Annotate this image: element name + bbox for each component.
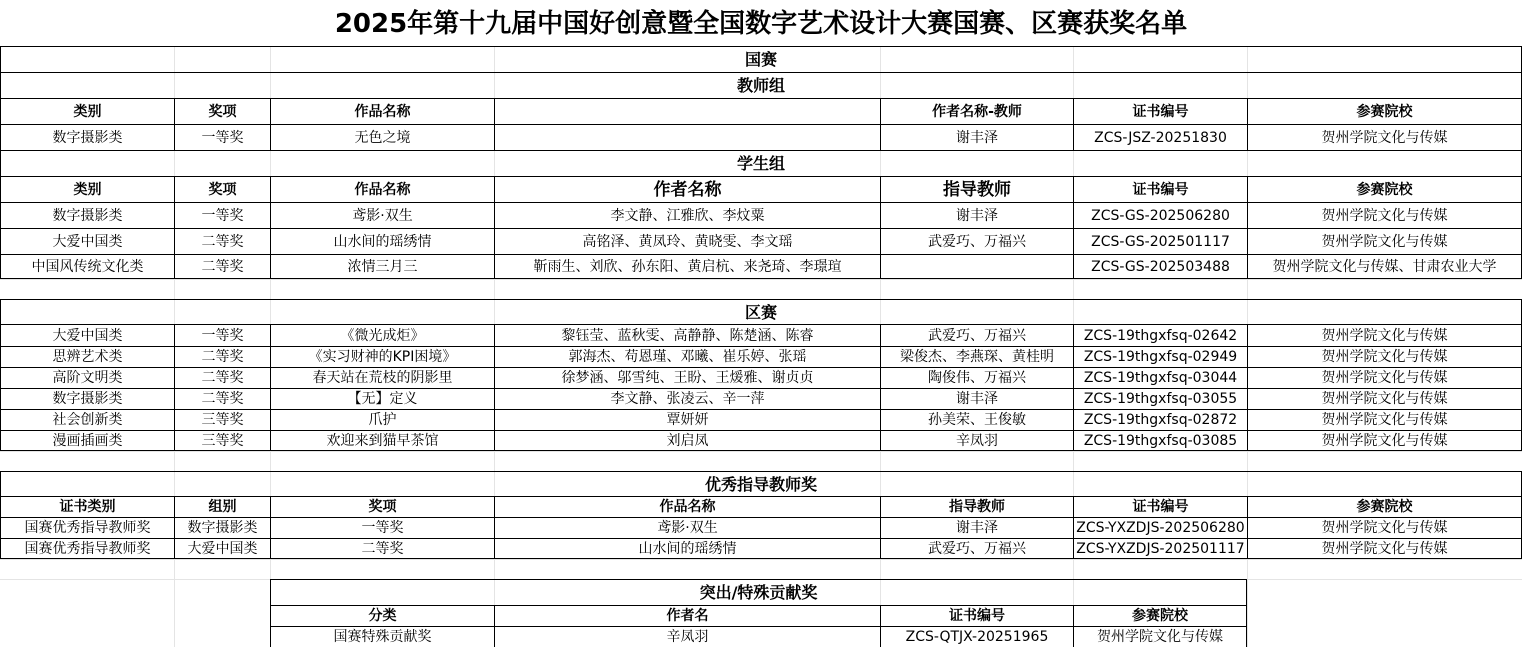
teacher-header-row-cell-1: 奖项: [174, 98, 270, 124]
student-table-row-cell-0: 大爱中国类: [0, 228, 174, 254]
regional-table-row-cell-4: 梁俊杰、李燕琛、黄桂明: [880, 346, 1073, 367]
teacher-group-heading-row: [0, 72, 1522, 98]
excellent-teacher-table-row-cell-3: 山水间的瑶绣情: [494, 538, 880, 559]
regional-table-row-cell-4: 武爱巧、万福兴: [880, 324, 1073, 346]
excellent-teacher-header-row-cell-5: 证书编号: [1073, 496, 1247, 517]
regional-table-row: [0, 409, 1522, 430]
excellent-teacher-header-row-cell-2: 奖项: [270, 496, 494, 517]
regional-table-row-cell-5: ZCS-19thgxfsq-03085: [1073, 430, 1247, 451]
regional-table-row-cell-5: ZCS-19thgxfsq-03044: [1073, 367, 1247, 388]
student-table-row-cell-4: 武爱巧、万福兴: [880, 228, 1073, 254]
regional-table-row-cell-6: 贺州学院文化与传媒: [1247, 430, 1522, 451]
student-table-row: [0, 254, 1522, 279]
teacher-header-row-cell-4: 作者名称-教师: [880, 98, 1073, 124]
regional-table-row-cell-4: 陶俊伟、万福兴: [880, 367, 1073, 388]
regional-table-row-cell-3: 黎钰莹、蓝秋雯、高静静、陈楚涵、陈睿: [494, 324, 880, 346]
student-header-row-cell-3: 作者名称: [494, 176, 880, 202]
student-group-heading-row: [0, 150, 1522, 176]
student-header-row-cell-6: 参赛院校: [1247, 176, 1522, 202]
regional-table-row-cell-0: 数字摄影类: [0, 388, 174, 409]
regional-table-row-cell-2: 春天站在荒枝的阴影里: [270, 367, 494, 388]
excellent-teacher-header-row-cell-4: 指导教师: [880, 496, 1073, 517]
regional-table-row-cell-0: 大爱中国类: [0, 324, 174, 346]
regional-table-row-cell-2: 【无】定义: [270, 388, 494, 409]
regional-table-row-cell-4: 谢丰泽: [880, 388, 1073, 409]
regional-table-row-cell-4: 孙美荣、王俊敏: [880, 409, 1073, 430]
excellent-teacher-header-row-cell-1: 组别: [174, 496, 270, 517]
excellent-teacher-table-row-cell-5: ZCS-YXZDJS-202501117: [1073, 538, 1247, 559]
excellent-teacher-table-row: [0, 517, 1522, 538]
student-table-row-cell-1: 二等奖: [174, 254, 270, 279]
teacher-header-row-cell-6: 参赛院校: [1247, 98, 1522, 124]
regional-table-row-cell-1: 一等奖: [174, 324, 270, 346]
excellent-teacher-header-row-cell-6: 参赛院校: [1247, 496, 1522, 517]
regional-table-row-cell-3: 郭海杰、苟恩瑾、邓曦、崔乐婷、张瑶: [494, 346, 880, 367]
regional-table-row-cell-5: ZCS-19thgxfsq-03055: [1073, 388, 1247, 409]
regional-table-row-cell-6: 贺州学院文化与传媒: [1247, 346, 1522, 367]
excellent-teacher-table-row-cell-0: 国赛优秀指导教师奖: [0, 517, 174, 538]
regional-table-row: [0, 388, 1522, 409]
regional-table-row-cell-1: 二等奖: [174, 346, 270, 367]
special-table-row-cell-0: 国赛特殊贡献奖: [270, 626, 494, 647]
regional-table-row-cell-3: 李文静、张凌云、辛一萍: [494, 388, 880, 409]
excellent-teacher-table-row-cell-0: 国赛优秀指导教师奖: [0, 538, 174, 559]
sheet-gridline: [0, 279, 1522, 280]
regional-table-row-cell-2: 《微光成炬》: [270, 324, 494, 346]
excellent-teacher-table-row-cell-5: ZCS-YXZDJS-202506280: [1073, 517, 1247, 538]
student-header-row: [0, 176, 1522, 202]
excellent-teacher-header-row-cell-3: 作品名称: [494, 496, 880, 517]
student-table-row-cell-4: 谢丰泽: [880, 202, 1073, 228]
national-section-heading: 国赛: [0, 46, 1522, 72]
excellent-teacher-table-row-cell-6: 贺州学院文化与传媒: [1247, 517, 1522, 538]
student-table-row-cell-2: 浓情三月三: [270, 254, 494, 279]
regional-table-row-cell-1: 二等奖: [174, 367, 270, 388]
teacher-header-row-cell-3: [494, 98, 880, 124]
special-table-row: [0, 626, 1522, 647]
regional-table-row-cell-0: 高阶文明类: [0, 367, 174, 388]
regional-table-row: [0, 346, 1522, 367]
student-header-row-cell-5: 证书编号: [1073, 176, 1247, 202]
teacher-group-heading: 教师组: [0, 72, 1522, 98]
excellent-teacher-table-row-cell-2: 二等奖: [270, 538, 494, 559]
student-table-row-cell-1: 二等奖: [174, 228, 270, 254]
regional-table-row-cell-5: ZCS-19thgxfsq-02872: [1073, 409, 1247, 430]
special-header-row-cell-3: 参赛院校: [1073, 605, 1247, 626]
regional-table-row-cell-2: 欢迎来到猫早茶馆: [270, 430, 494, 451]
student-table-row-cell-5: ZCS-GS-202506280: [1073, 202, 1247, 228]
student-table-row-cell-3: 李文静、江雅欣、李炆粟: [494, 202, 880, 228]
regional-table-row-cell-6: 贺州学院文化与传媒: [1247, 324, 1522, 346]
excellent-teacher-table-row-cell-2: 一等奖: [270, 517, 494, 538]
regional-section-heading: 区赛: [0, 299, 1522, 324]
regional-table-row: [0, 430, 1522, 451]
special-table-row-cell-3: 贺州学院文化与传媒: [1073, 626, 1247, 647]
student-table-row-cell-6: 贺州学院文化与传媒: [1247, 228, 1522, 254]
regional-table-row-cell-6: 贺州学院文化与传媒: [1247, 409, 1522, 430]
student-table-row-cell-0: 数字摄影类: [0, 202, 174, 228]
student-table-row: [0, 228, 1522, 254]
special-header-row-cell-1: 作者名: [494, 605, 880, 626]
teacher-table-row-cell-2: 无色之境: [270, 124, 494, 150]
teacher-table-row-cell-5: ZCS-JSZ-20251830: [1073, 124, 1247, 150]
regional-table-row: [0, 324, 1522, 346]
teacher-table-row-cell-6: 贺州学院文化与传媒: [1247, 124, 1522, 150]
special-table-row-cell-1: 辛凤羽: [494, 626, 880, 647]
student-table-row-cell-6: 贺州学院文化与传媒、甘肃农业大学: [1247, 254, 1522, 279]
student-table-row: [0, 202, 1522, 228]
student-table-row-cell-5: ZCS-GS-202503488: [1073, 254, 1247, 279]
student-table-row-cell-4: [880, 254, 1073, 279]
special-award-heading: 突出/特殊贡献奖: [270, 579, 1247, 605]
regional-table-row-cell-3: 覃妍妍: [494, 409, 880, 430]
special-table-row-cell-2: ZCS-QTJX-20251965: [880, 626, 1073, 647]
student-table-row-cell-3: 高铭泽、黄凤玲、黄晓雯、李文瑶: [494, 228, 880, 254]
regional-table-row-cell-5: ZCS-19thgxfsq-02642: [1073, 324, 1247, 346]
student-table-row-cell-1: 一等奖: [174, 202, 270, 228]
regional-table-row-cell-0: 思辨艺术类: [0, 346, 174, 367]
regional-table-row-cell-6: 贺州学院文化与传媒: [1247, 388, 1522, 409]
regional-table-row-cell-2: 爪护: [270, 409, 494, 430]
excellent-teacher-table-row-cell-1: 数字摄影类: [174, 517, 270, 538]
sheet-gridline: [0, 559, 1522, 560]
regional-table-row-cell-0: 社会创新类: [0, 409, 174, 430]
regional-table-row-cell-2: 《实习财神的KPI困境》: [270, 346, 494, 367]
regional-table-row-cell-6: 贺州学院文化与传媒: [1247, 367, 1522, 388]
regional-table-row-cell-3: 刘启凤: [494, 430, 880, 451]
regional-table-row-cell-0: 漫画插画类: [0, 430, 174, 451]
excellent-teacher-header-row: [0, 496, 1522, 517]
national-section-heading-row: [0, 46, 1522, 72]
excellent-teacher-table-row: [0, 538, 1522, 559]
page-title: 2025年第十九届中国好创意暨全国数字艺术设计大赛国赛、区赛获奖名单: [334, 9, 1188, 39]
special-award-heading-row: [0, 579, 1522, 605]
teacher-header-row: [0, 98, 1522, 124]
student-table-row-cell-3: 靳雨生、刘欣、孙东阳、黄启杭、来尧琦、李璟瑄: [494, 254, 880, 279]
special-header-row: [0, 605, 1522, 626]
regional-table-row-cell-3: 徐梦涵、邬雪纯、王盼、王煖雅、谢贞贞: [494, 367, 880, 388]
teacher-header-row-cell-2: 作品名称: [270, 98, 494, 124]
student-header-row-cell-0: 类别: [0, 176, 174, 202]
special-header-row-cell-2: 证书编号: [880, 605, 1073, 626]
student-header-row-cell-1: 奖项: [174, 176, 270, 202]
teacher-table-row: [0, 124, 1522, 150]
teacher-table-row-cell-4: 谢丰泽: [880, 124, 1073, 150]
sheet-gridline: [0, 451, 1522, 452]
regional-table-row-cell-4: 辛凤羽: [880, 430, 1073, 451]
student-table-row-cell-6: 贺州学院文化与传媒: [1247, 202, 1522, 228]
teacher-header-row-cell-5: 证书编号: [1073, 98, 1247, 124]
student-table-row-cell-5: ZCS-GS-202501117: [1073, 228, 1247, 254]
excellent-teacher-header-row-cell-0: 证书类别: [0, 496, 174, 517]
student-table-row-cell-0: 中国风传统文化类: [0, 254, 174, 279]
excellent-teacher-table-row-cell-1: 大爱中国类: [174, 538, 270, 559]
student-header-row-cell-2: 作品名称: [270, 176, 494, 202]
excellent-teacher-heading-row: [0, 471, 1522, 496]
excellent-teacher-table-row-cell-4: 谢丰泽: [880, 517, 1073, 538]
special-header-row-cell-0: 分类: [270, 605, 494, 626]
regional-table-row: [0, 367, 1522, 388]
regional-table-row-cell-1: 三等奖: [174, 430, 270, 451]
excellent-teacher-table-row-cell-6: 贺州学院文化与传媒: [1247, 538, 1522, 559]
regional-section-heading-row: [0, 299, 1522, 324]
teacher-table-row-cell-0: 数字摄影类: [0, 124, 174, 150]
regional-table-row-cell-1: 二等奖: [174, 388, 270, 409]
excellent-teacher-table-row-cell-3: 鸢影·双生: [494, 517, 880, 538]
student-table-row-cell-2: 山水间的瑶绣情: [270, 228, 494, 254]
teacher-table-row-cell-1: 一等奖: [174, 124, 270, 150]
excellent-teacher-heading: 优秀指导教师奖: [0, 471, 1522, 496]
excellent-teacher-table-row-cell-4: 武爱巧、万福兴: [880, 538, 1073, 559]
regional-table-row-cell-1: 三等奖: [174, 409, 270, 430]
student-table-row-cell-2: 鸢影·双生: [270, 202, 494, 228]
teacher-table-row-cell-3: [494, 124, 880, 150]
regional-table-row-cell-5: ZCS-19thgxfsq-02949: [1073, 346, 1247, 367]
student-group-heading: 学生组: [0, 150, 1522, 176]
student-header-row-cell-4: 指导教师: [880, 176, 1073, 202]
teacher-header-row-cell-0: 类别: [0, 98, 174, 124]
